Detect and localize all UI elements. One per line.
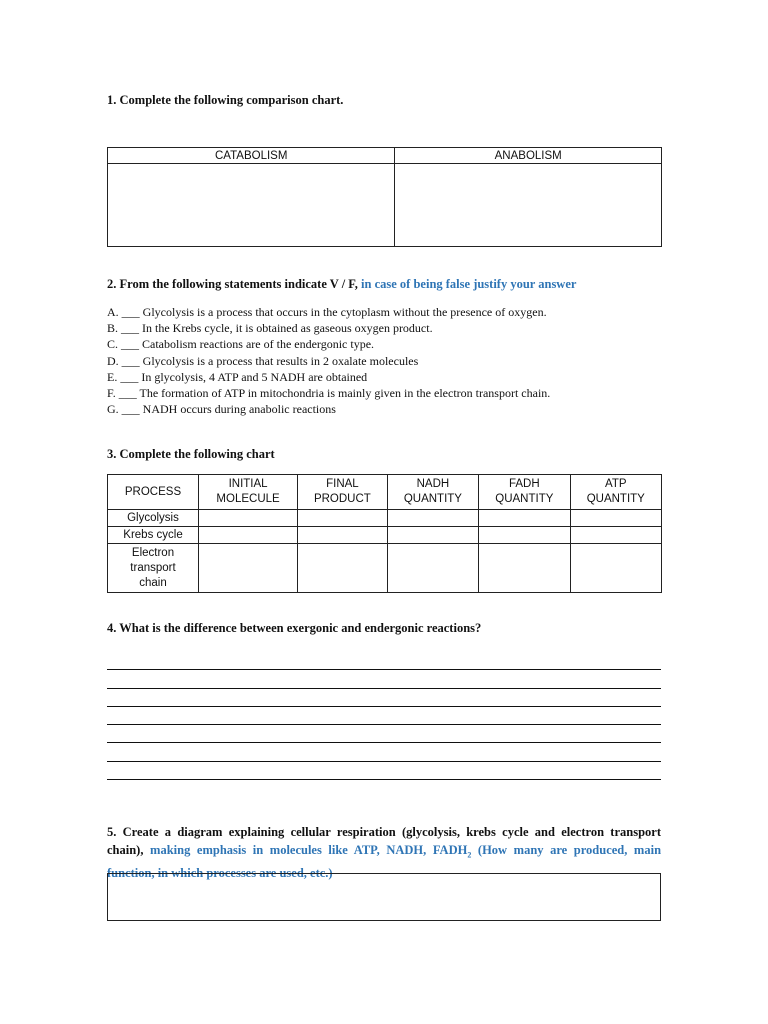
answer-cell[interactable] (199, 510, 298, 527)
row-label-electron-transport-chain: Electron transport chain (108, 544, 199, 593)
statement-item: B. ___ In the Krebs cycle, it is obtained as gaseous oxygen product. (107, 321, 433, 336)
statement-item: C. ___ Catabolism reactions are of the endergonic type. (107, 337, 375, 352)
question-2-title-main: 2. From the following statements indicate V / F, (107, 277, 358, 291)
diagram-box[interactable] (107, 873, 661, 921)
answer-line[interactable] (107, 762, 661, 780)
answer-lines (107, 652, 661, 780)
question-5-title-main: 5. Create a diagram explaining cellular respiration (glycolysis, krebs cycle and electron transport chain), (107, 824, 661, 857)
process-chart (107, 474, 662, 593)
answer-cell[interactable] (387, 527, 478, 544)
answer-line[interactable] (107, 725, 661, 743)
process-header: PROCESS (108, 475, 199, 510)
answer-cell[interactable] (199, 527, 298, 544)
answer-cell[interactable] (570, 544, 661, 593)
question-2-title (107, 277, 576, 292)
answer-line[interactable] (107, 707, 661, 725)
statement-item: A. ___ Glycolysis is a process that occurs in the cytoplasm without the presence of oxygen. (107, 305, 547, 319)
table-row (108, 527, 662, 544)
question-1-title: 1. Complete the following comparison chart. (107, 93, 344, 107)
answer-line[interactable] (107, 652, 661, 670)
answer-cell[interactable] (298, 510, 388, 527)
statement-item: F. ___ The formation of ATP in mitochondria is mainly given in the electron transport chain. (107, 386, 551, 401)
table-row (108, 544, 662, 593)
anabolism-header: ANABOLISM (395, 148, 662, 164)
catabolism-header: CATABOLISM (108, 148, 395, 164)
initial-molecule-header: INITIAL MOLECULE (199, 475, 298, 510)
atp-quantity-header: ATP QUANTITY (570, 475, 661, 510)
statement-list (107, 304, 550, 417)
answer-line[interactable] (107, 689, 661, 707)
answer-cell[interactable] (479, 544, 570, 593)
answer-cell[interactable] (570, 527, 661, 544)
catabolism-cell[interactable] (108, 164, 395, 247)
answer-cell[interactable] (387, 544, 478, 593)
row-label-glycolysis: Glycolysis (108, 510, 199, 527)
answer-cell[interactable] (479, 527, 570, 544)
answer-cell[interactable] (479, 510, 570, 527)
fadh-quantity-header: FADH QUANTITY (479, 475, 570, 510)
answer-cell[interactable] (298, 544, 388, 593)
anabolism-cell[interactable] (395, 164, 662, 247)
answer-cell[interactable] (298, 527, 388, 544)
nadh-quantity-header: NADH QUANTITY (387, 475, 478, 510)
statement-item: E. ___ In glycolysis, 4 ATP and 5 NADH are obtained (107, 369, 368, 384)
final-product-header: FINAL PRODUCT (298, 475, 388, 510)
question-5-title-emphasis: making emphasis in molecules like ATP, NADH, $FADH_2$ (How many are produced, main function, in which processes are used, etc.) (107, 842, 662, 880)
answer-cell[interactable] (199, 544, 298, 593)
statement-item: G. ___ NADH occurs during anabolic reactions (107, 402, 336, 417)
statement-item: D. ___ Glycolysis is a process that results in 2 oxalate molecules (107, 353, 419, 368)
answer-cell[interactable] (387, 510, 478, 527)
question-3-title: 3. Complete the following chart (107, 447, 275, 461)
question-4-title: 4. What is the difference between exergonic and endergonic reactions? (107, 621, 482, 635)
answer-cell[interactable] (570, 510, 661, 527)
answer-line[interactable] (107, 670, 661, 688)
answer-line[interactable] (107, 743, 661, 761)
row-label-krebs-cycle: Krebs cycle (108, 527, 199, 544)
comparison-chart (107, 147, 662, 247)
table-row (108, 510, 662, 527)
question-2-title-instruction: in case of being false justify your answer (361, 277, 577, 291)
